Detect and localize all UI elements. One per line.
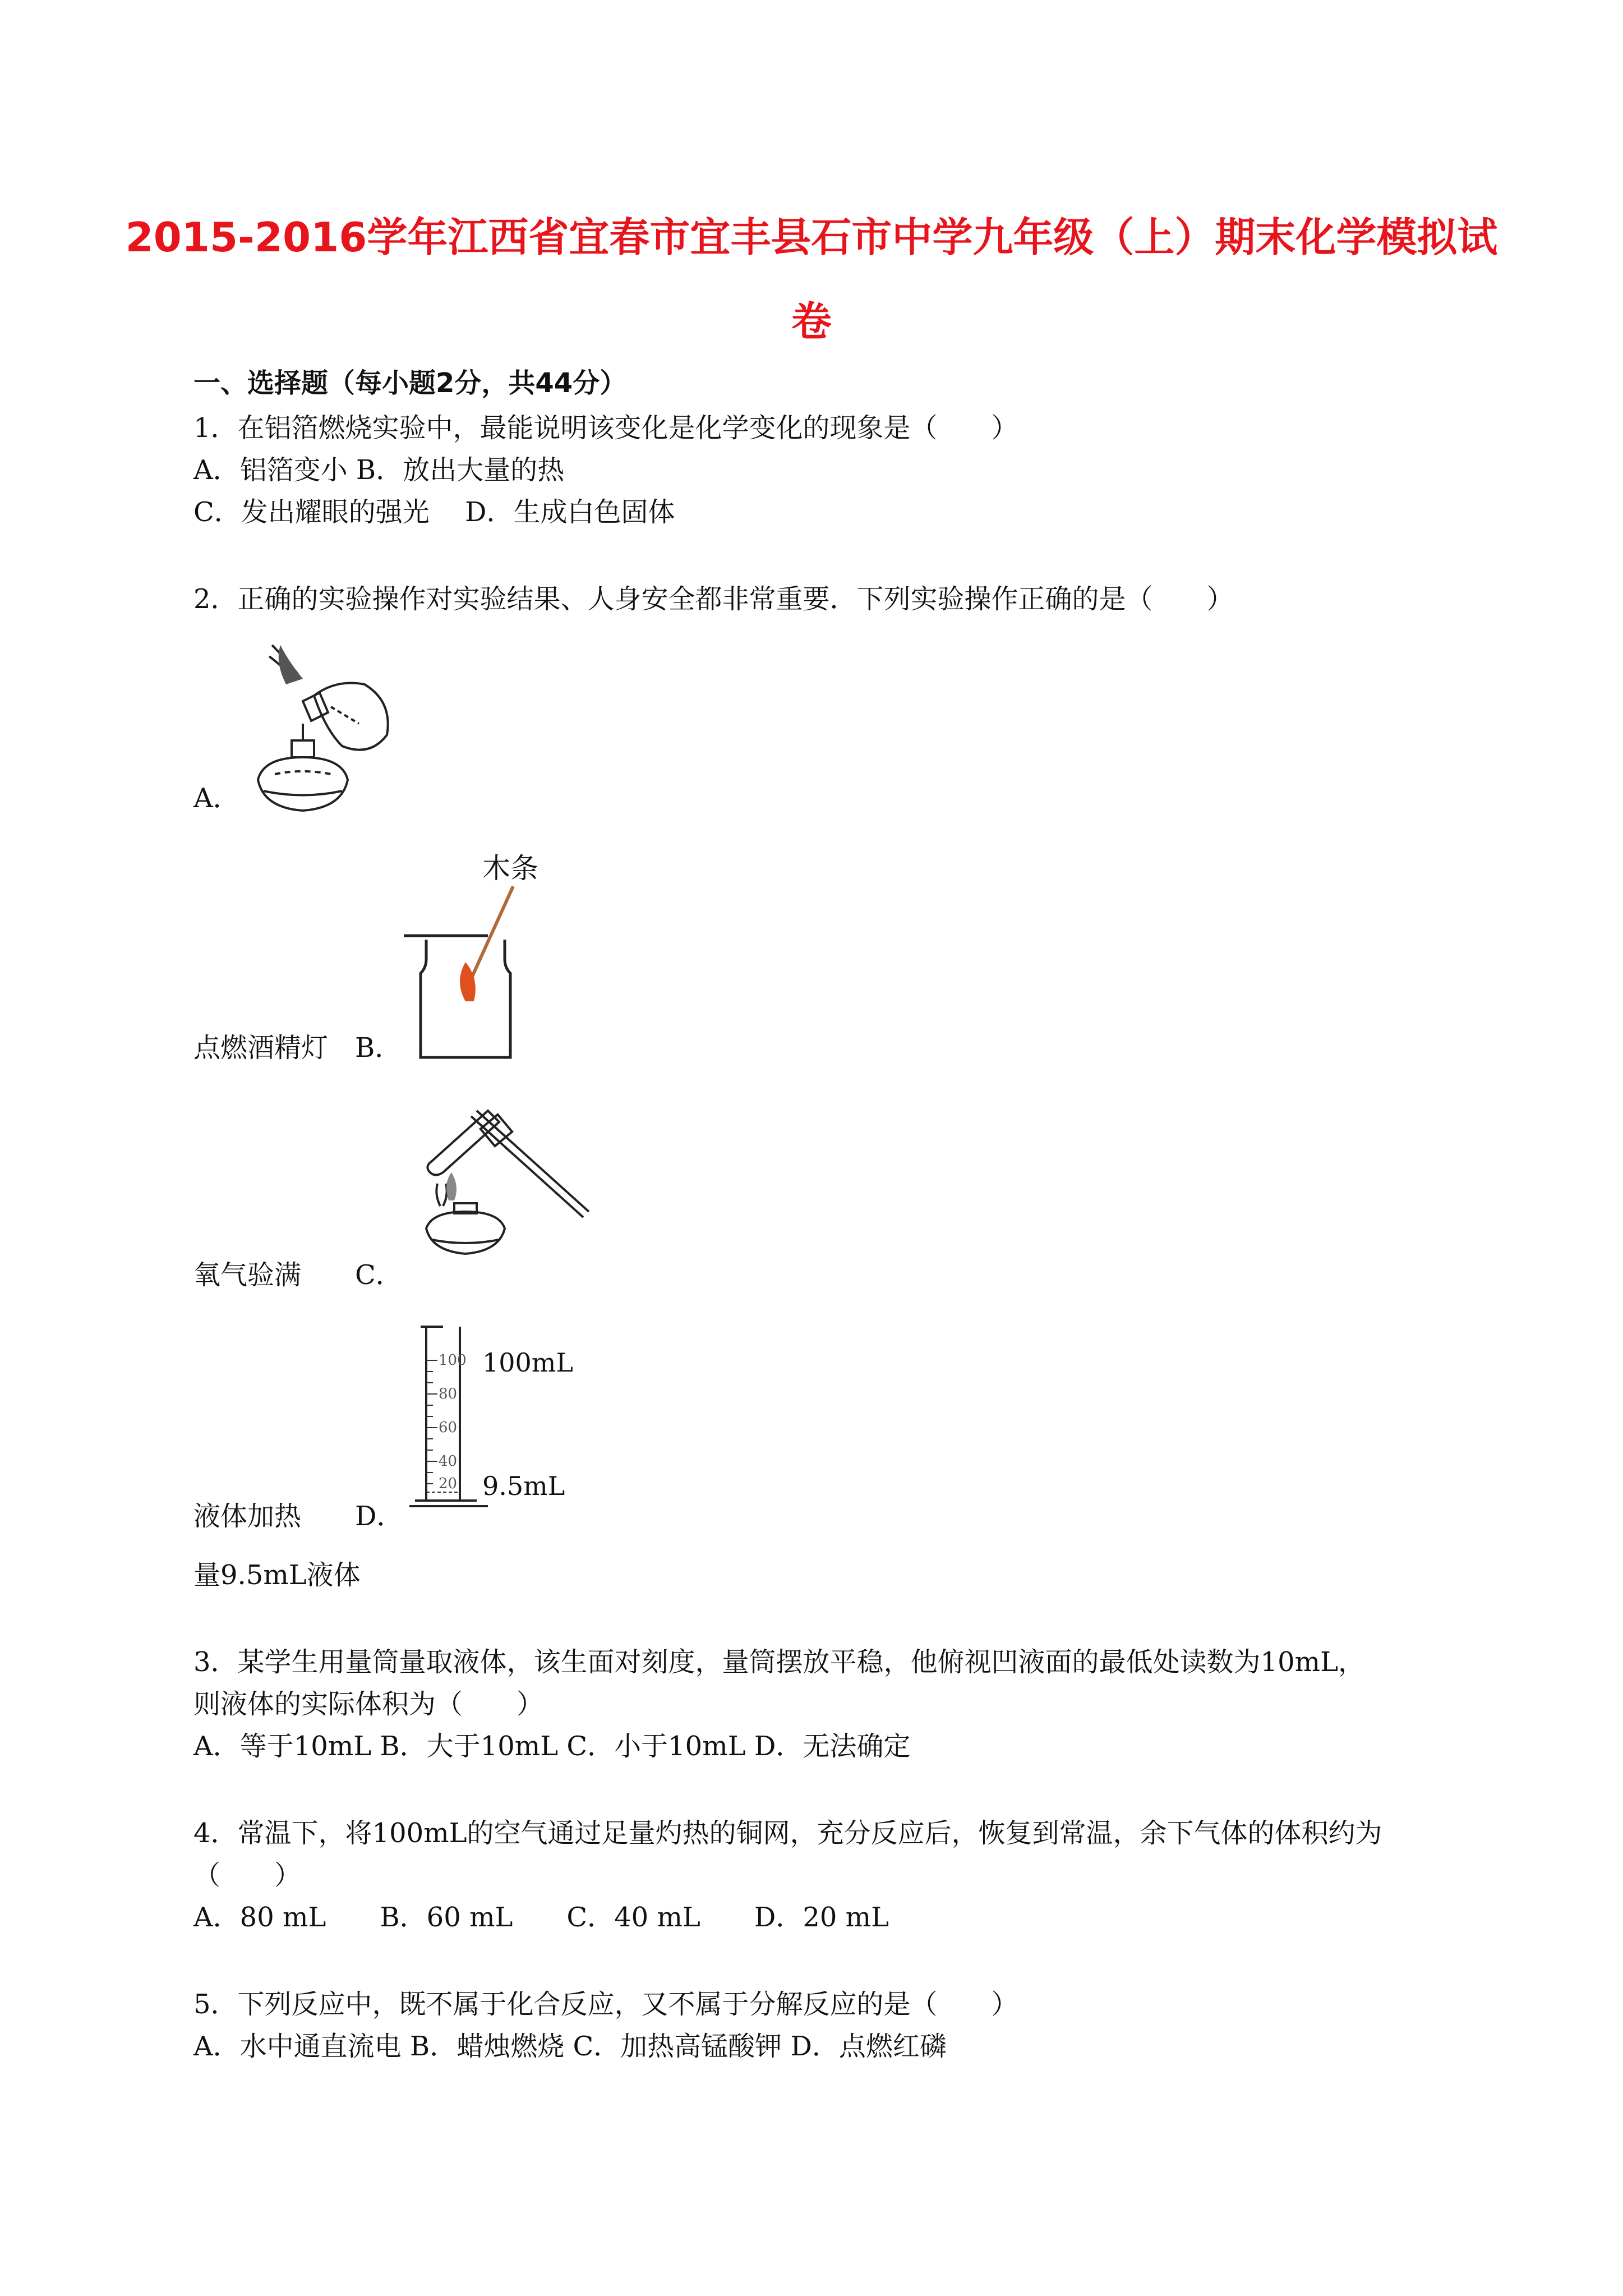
option-c-label: C． (355, 1259, 403, 1291)
option-b-label: B． (355, 1032, 402, 1064)
question-5-options: A．水中通直流电 B．蜡烛燃烧 C．加热高锰酸钾 D．点燃红磷 (193, 2031, 947, 2062)
question-3-stem-line-1: 3．某学生用量筒量取液体，该生面对刻度，量筒摆放平稳，他俯视凹液面的最低处读数为10mL， (193, 1646, 1366, 1678)
figure-b-oxygen-test (404, 841, 572, 1066)
option-b-caption-and-c-label (193, 1259, 403, 1292)
question-4-options: A．80 mL B．60 mL C．40 mL D．20 mL (193, 1902, 889, 1933)
caption-c: 液体加热 (193, 1501, 302, 1532)
question-4-stem-line-2: （ ） (193, 1860, 302, 1891)
figure-c-liquid-heating (409, 1099, 600, 1268)
option-a-label: A． (193, 783, 240, 814)
document-title-line-1: 2015-2016学年江西省宜春市宜丰县石市中学九年级（上）期末化学模拟试 (125, 214, 1498, 261)
question-4-stem-line-1: 4．常温下，将100mL的空气通过足量灼热的铜网，充分反应后，恢复到常温，余下气体的体积约为 (193, 1818, 1382, 1849)
tick-label-80: 80 (439, 1386, 458, 1402)
option-c-caption-and-d-label (193, 1501, 404, 1533)
option-a-caption-and-b-label (193, 1032, 402, 1065)
question-5-stem: 5．下列反应中，既不属于化合反应，又不属于分解反应的是（ ） (193, 1989, 1018, 2020)
caption-b: 氧气验满 (193, 1259, 302, 1291)
tick-label-100: 100 (439, 1352, 467, 1369)
figure-d-graduated-cylinder (409, 1321, 589, 1523)
question-2-stem: 2．正确的实验操作对实验结果、人身安全都非常重要．下列实验操作正确的是（ ） (193, 583, 1234, 615)
figure-d-label-top: 100mL (482, 1347, 573, 1378)
tick-label-40: 40 (439, 1453, 458, 1470)
figure-d-label-bottom: 9.5mL (482, 1471, 565, 1501)
question-1-options-line-2: C．发出耀眼的强光 D．生成白色固体 (193, 496, 675, 528)
tick-label-60: 60 (439, 1419, 458, 1436)
question-1-options-line-1: A．铝箔变小 B．放出大量的热 (193, 454, 565, 486)
question-3-stem-line-2: 则液体的实际体积为（ ） (193, 1688, 544, 1720)
figure-b-label: 木条 (482, 852, 538, 885)
caption-a: 点燃酒精灯 (193, 1032, 329, 1064)
caption-d: 量9.5mL液体 (193, 1559, 361, 1591)
section-heading-multiple-choice: 一、选择题（每小题2分，共44分） (193, 367, 627, 399)
question-1-stem: 1．在铝箔燃烧实验中，最能说明该变化是化学变化的现象是（ ） (193, 412, 1018, 444)
option-d-label: D． (355, 1501, 404, 1532)
figure-a-lighting-lamp (230, 639, 398, 819)
question-3-options: A．等于10mL B．大于10mL C．小于10mL D．无法确定 (193, 1731, 911, 1762)
document-title-line-2: 卷 (791, 298, 832, 345)
tick-label-20: 20 (439, 1475, 458, 1492)
